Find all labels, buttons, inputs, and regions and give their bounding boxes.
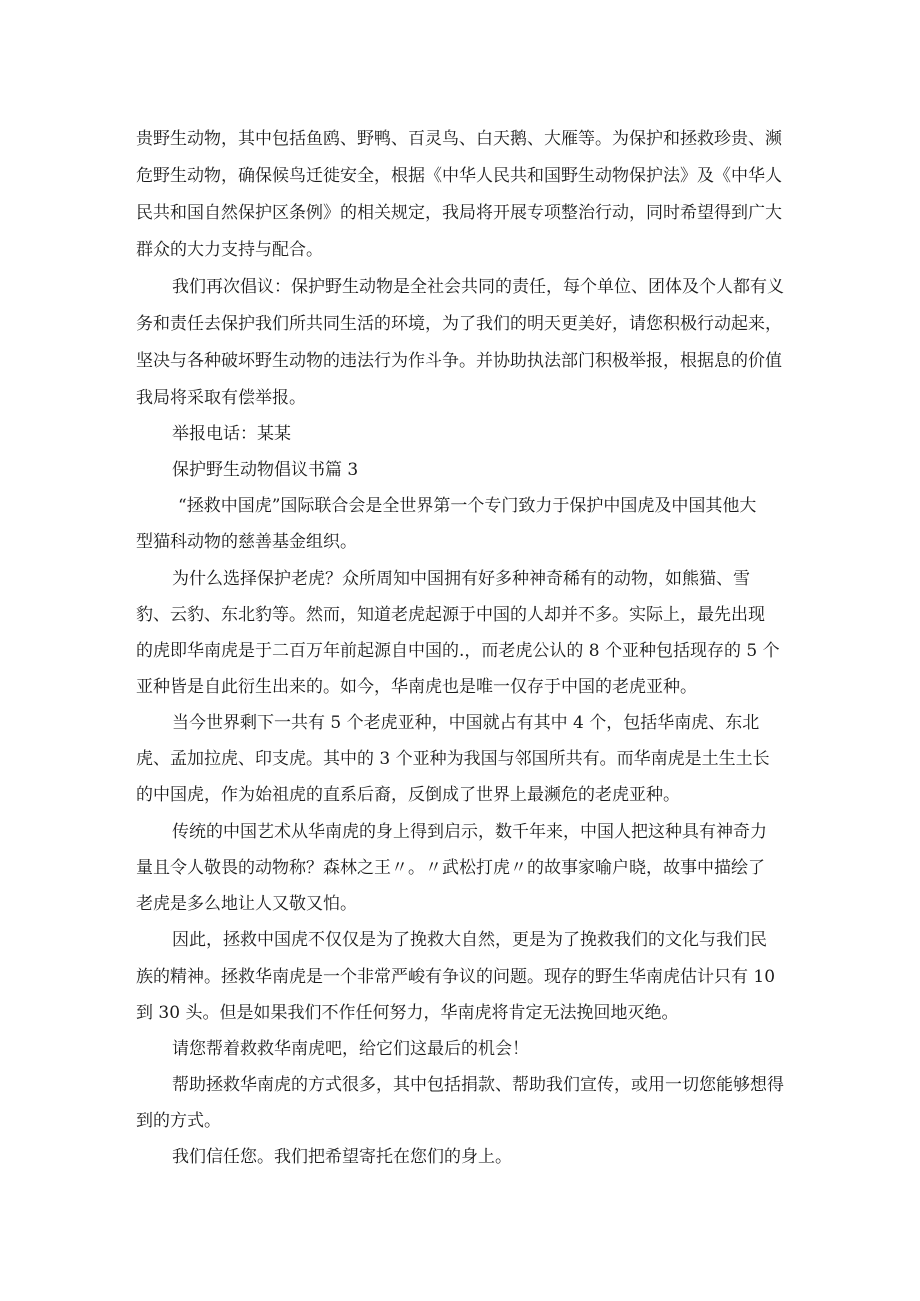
report-hotline: 举报电话：某某 [172, 424, 291, 444]
text-line: 到 30 头。但是如果我们不作任何努力，华南虎将肯定无法挽回地灭绝。 [136, 1003, 679, 1023]
text-line: 型猫科动物的慈善基金组织。 [136, 532, 357, 552]
text-line: 豹、云豹、东北豹等。然而，知道老虎起源于中国的人却并不多。实际上，最先出现 [136, 605, 765, 625]
text-line: 传统的中国艺术从华南虎的身上得到启示，数千年来，中国人把这种具有神奇力 [172, 822, 767, 842]
text-line: 民共和国自然保护区条例》的相关规定，我局将开展专项整治行动，同时希望得到广大 [136, 203, 782, 223]
text-line: 的虎即华南虎是于二百万年前起源自中国的.，而老虎公认的 8 个亚种包括现存的 5 个 [136, 641, 780, 661]
text-line: 的中国虎，作为始祖虎的直系后裔，反倒成了世界上最濒危的老虎亚种。 [136, 785, 680, 805]
paragraph-plea: 请您帮着救救华南虎吧，给它们这最后的机会！ [172, 1039, 529, 1059]
section-title: 保护野生动物倡议书篇 3 [172, 460, 359, 480]
text-line: “拯救中国虎”国际联合会是全世界第一个专门致力于保护中国虎及中国其他大 [178, 496, 757, 516]
text-line: 量且令人敬畏的动物称？森林之王〃。〃武松打虎〃的故事家喻户晓，故事中描绘了 [136, 858, 765, 878]
text-line: 为什么选择保护老虎？众所周知中国拥有好多种神奇稀有的动物，如熊猫、雪 [172, 569, 750, 589]
paragraph-closing: 我们信任您。我们把希望寄托在您们的身上。 [172, 1147, 512, 1167]
text-line: 到的方式。 [136, 1111, 221, 1131]
text-line: 亚种皆是自此衍生出来的。如今，华南虎也是唯一仅存于中国的老虎亚种。 [136, 677, 697, 697]
text-line: 危野生动物，确保候鸟迁徙安全，根据《中华人民共和国野生动物保护法》及《中华人 [136, 166, 782, 186]
text-line: 务和责任去保护我们所共同生活的环境，为了我们的明天更美好，请您积极行动起来， [136, 314, 782, 334]
text-line: 虎、孟加拉虎、印支虎。其中的 3 个亚种为我国与邻国所共有。而华南虎是土生土长 [136, 749, 770, 769]
text-line: 我们再次倡议：保护野生动物是全社会共同的责任，每个单位、团体及个人都有义 [172, 277, 784, 297]
text-line: 我局将采取有偿举报。 [136, 388, 306, 408]
text-line: 老虎是多么地让人又敬又怕。 [136, 894, 357, 914]
text-line: 群众的大力支持与配合。 [136, 240, 323, 260]
text-line: 帮助拯救华南虎的方式很多，其中包括捐款、帮助我们宣传，或用一切您能够想得 [172, 1075, 784, 1095]
text-line: 当今世界剩下一共有 5 个老虎亚种，中国就占有其中 4 个，包括华南虎、东北 [172, 713, 760, 733]
text-line: 坚决与各种破坏野生动物的违法行为作斗争。并协助执法部门积极举报，根据息的价值 [136, 351, 782, 371]
text-line: 因此，拯救中国虎不仅仅是为了挽救大自然，更是为了挽救我们的文化与我们民 [172, 930, 767, 950]
text-line: 族的精神。拯救华南虎是一个非常严峻有争议的问题。现存的野生华南虎估计只有 10 [136, 967, 776, 987]
text-line: 贵野生动物，其中包括鱼鸥、野鸭、百灵鸟、白天鹅、大雁等。为保护和拯救珍贵、濒 [136, 129, 782, 149]
